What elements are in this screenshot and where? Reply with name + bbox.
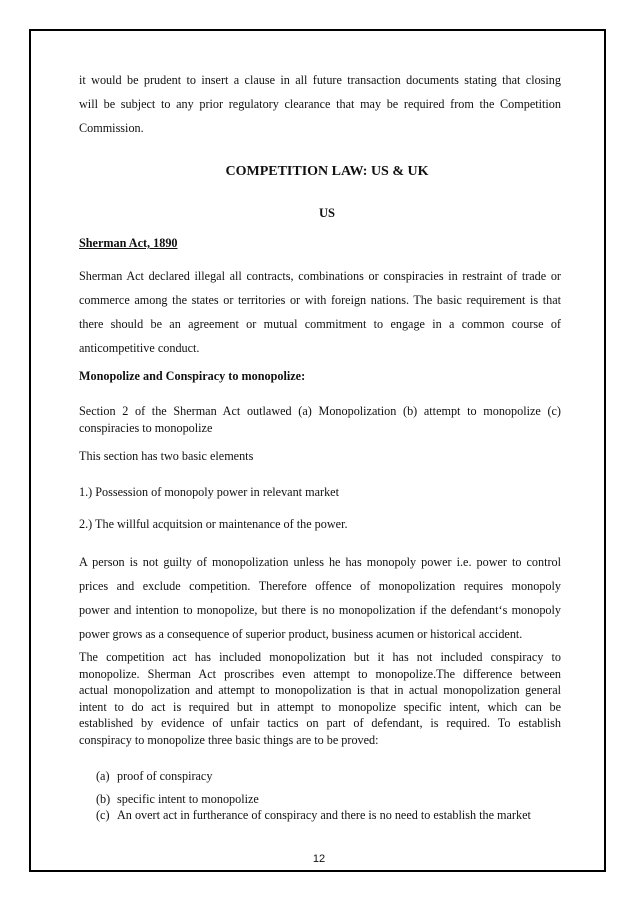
text-line: prices and exclude competition. Therefore offence of monopolization requires monopoly (79, 579, 561, 593)
sub-heading: US (319, 206, 335, 220)
text-line: intent to do act is required but in attempt to monopolize specific intent, which can be (79, 699, 561, 714)
page-number: 12 (312, 853, 326, 865)
list-item-text: proof of conspiracy (117, 769, 213, 783)
section-heading-monopolize: Monopolize and Conspiracy to monopolize: (79, 369, 306, 383)
competition-paragraph (79, 649, 561, 748)
list-item-text: specific intent to monopolize (117, 792, 259, 806)
list-item-text: An overt act in furtherance of conspiracy and there is no need to establish the market (117, 808, 531, 822)
element-item-1: 1.) Possession of monopoly power in relevant market (79, 485, 339, 499)
text-line: Commission. (79, 121, 144, 135)
text-line: it would be prudent to insert a clause in all future transaction documents stating that closing (79, 73, 561, 87)
text-line: actual monopolization and attempt to monopolization is that in actual monopolization general (79, 683, 561, 697)
text-line: established by evidence of unfair tactics on part of defendant, is required. To establish (79, 716, 561, 730)
text-line: conspiracy to monopolize three basic things are to be proved: (79, 732, 379, 747)
section-heading-sherman-act: Sherman Act, 1890 (79, 236, 178, 250)
list-item-label: (a) (96, 769, 110, 783)
text-line: there should be an agreement or mutual commitment to engage in a common course of (79, 317, 561, 331)
text-line: The competition act has included monopolization but it has not included conspiracy to (79, 650, 561, 664)
text-line: anticompetitive conduct. (79, 341, 200, 355)
text-line: Section 2 of the Sherman Act outlawed (a) Monopolization (b) attempt to monopolize (c) (79, 404, 561, 418)
person-paragraph (79, 550, 561, 646)
text-line: power grows as a consequence of superior product, business acumen or historical accident. (79, 627, 523, 641)
list-item-label: (b) (96, 792, 111, 806)
text-line: commerce among the states or territories or with foreign nations. The basic requirement is that (79, 293, 561, 307)
list-item (96, 792, 561, 807)
section2-paragraph (79, 403, 561, 436)
text-line: monopolize. Sherman Act proscribes even attempt to monopolize.The difference between (79, 666, 561, 681)
elements-text: This section has two basic elements (79, 449, 254, 463)
list-item-label: (c) (96, 808, 110, 822)
list-item (96, 808, 561, 823)
text-line: conspiracies to monopolize (79, 420, 213, 435)
text-line: Sherman Act declared illegal all contracts, combinations or conspiracies in restraint of trade or (79, 269, 561, 283)
list-item (96, 769, 561, 784)
text-line: A person is not guilty of monopolization unless he has monopoly power i.e. power to control (79, 555, 561, 569)
main-heading: COMPETITION LAW: US & UK (225, 164, 429, 179)
sherman-paragraph (79, 264, 561, 360)
intro-paragraph (79, 68, 561, 140)
text-line: will be subject to any prior regulatory clearance that may be required from the Competition (79, 97, 561, 111)
element-item-2: 2.) The willful acquitsion or maintenance of the power. (79, 517, 348, 531)
text-line: power and intention to monopolize, but there is no monopolization if the defendant‘s monopoly (79, 603, 561, 617)
